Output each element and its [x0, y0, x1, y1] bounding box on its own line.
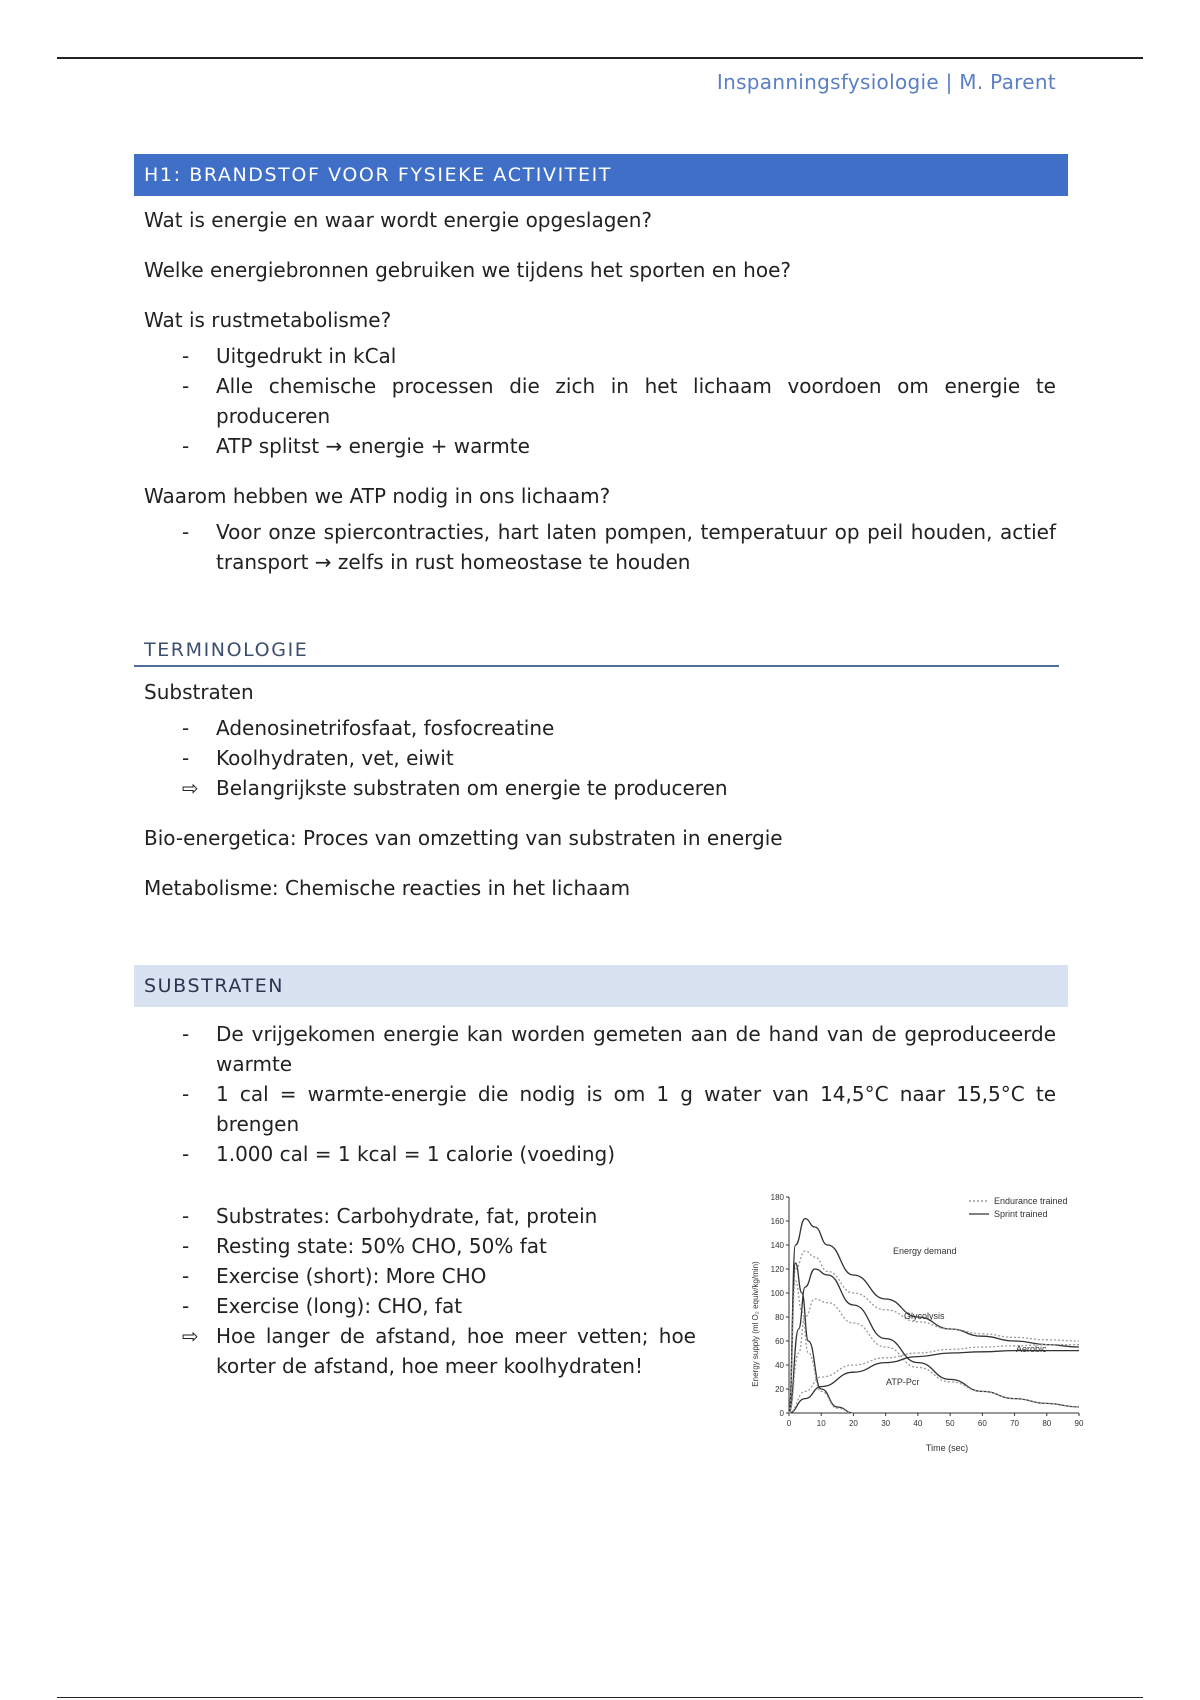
- series-line-atp-pcr-sprint: [789, 1263, 853, 1413]
- x-tick-label: 90: [1074, 1419, 1084, 1428]
- list-item: ⇨ Belangrijkste substraten om energie te produceren: [134, 773, 1056, 803]
- dash-bullet: -: [182, 1142, 190, 1166]
- top-rule: [57, 57, 1143, 59]
- dash-bullet: -: [182, 1022, 190, 1046]
- x-tick-label: 20: [848, 1419, 858, 1428]
- y-tick-label: 0: [779, 1409, 784, 1418]
- dash-bullet: -: [182, 434, 190, 458]
- annotation-glycolysis: Glycolysis: [904, 1311, 945, 1321]
- bio-energetica-definition: Bio-energetica: Proces van omzetting van substraten in energie: [144, 826, 783, 850]
- energie-list: [134, 1019, 1068, 1169]
- dash-bullet: -: [182, 1294, 190, 1318]
- atp-list: [134, 517, 1068, 577]
- series-line-energy-demand-endurance: [789, 1251, 1079, 1413]
- list-item: - Adenosinetrifosfaat, fosfocreatine: [134, 713, 1056, 743]
- annotation-aerobic: Aerobic: [1016, 1344, 1047, 1354]
- y-tick-label: 100: [770, 1289, 784, 1298]
- section-heading-substraten: SUBSTRATEN: [134, 965, 1068, 1007]
- y-tick-label: 80: [775, 1313, 784, 1322]
- list-item: - Voor onze spiercontracties, hart laten pompen, temperatuur op peil houden, actief transport → zelfs in rust homeostase te houden: [134, 517, 1056, 577]
- running-title: Inspanningsfysiologie | M. Parent: [716, 70, 1056, 94]
- y-tick-label: 180: [770, 1193, 784, 1202]
- metabolisme-definition: Metabolisme: Chemische reacties in het lichaam: [144, 876, 631, 900]
- x-tick-label: 80: [1042, 1419, 1052, 1428]
- substraten-label: Substraten: [144, 680, 254, 704]
- list-item: - Koolhydraten, vet, eiwit: [134, 743, 1056, 773]
- dash-bullet: -: [182, 1234, 190, 1258]
- list-item: - De vrijgekomen energie kan worden gemeten aan de hand van de geproduceerde warmte: [134, 1019, 1056, 1079]
- dash-bullet: -: [182, 344, 190, 368]
- y-tick-label: 60: [775, 1337, 784, 1346]
- list-item: ⇨ Hoe langer de afstand, hoe meer vetten; hoe korter de afstand, hoe meer koolhydraten!: [134, 1321, 696, 1381]
- x-tick-label: 50: [945, 1419, 955, 1428]
- dash-bullet: -: [182, 374, 190, 398]
- section-heading-brandstof: H1: BRANDSTOF VOOR FYSIEKE ACTIVITEIT: [134, 154, 1068, 196]
- list-item: - 1.000 cal = 1 kcal = 1 calorie (voeding): [134, 1139, 1056, 1169]
- list-item: - Exercise (short): More CHO: [134, 1261, 696, 1291]
- list-item: - 1 cal = warmte-energie die nodig is om 1 g water van 14,5°C naar 15,5°C te brengen: [134, 1079, 1056, 1139]
- x-tick-label: 40: [913, 1419, 923, 1428]
- x-tick-label: 30: [881, 1419, 891, 1428]
- question-energiebronnen: Welke energiebronnen gebruiken we tijdens het sporten en hoe?: [144, 258, 792, 282]
- bottom-rule: [57, 1697, 1143, 1698]
- series-line-atp-pcr-endurance: [789, 1281, 853, 1413]
- legend-sprint: Sprint trained: [994, 1209, 1048, 1219]
- annotation-energy-demand: Energy demand: [893, 1246, 957, 1256]
- chart-y-label: Energy supply (ml O₂ equiv/kg/min): [751, 1261, 760, 1387]
- dash-bullet: -: [182, 520, 190, 544]
- x-tick-label: 10: [816, 1419, 826, 1428]
- section-heading-terminologie: TERMINOLOGIE: [134, 639, 1059, 667]
- question-atp: Waarom hebben we ATP nodig in ons lichaam?: [144, 484, 611, 508]
- x-tick-label: 0: [786, 1419, 792, 1428]
- arrow-bullet-icon: ⇨: [182, 776, 199, 800]
- substraten-list: [134, 713, 1068, 803]
- x-tick-label: 70: [1010, 1419, 1020, 1428]
- annotation-atp-pcr: ATP-Pcr: [886, 1377, 920, 1387]
- list-item: - Substrates: Carbohydrate, fat, protein: [134, 1201, 696, 1231]
- list-item: - Resting state: 50% CHO, 50% fat: [134, 1231, 696, 1261]
- y-tick-label: 20: [775, 1385, 784, 1394]
- y-tick-label: 160: [770, 1217, 784, 1226]
- list-item: - ATP splitst → energie + warmte: [134, 431, 1056, 461]
- list-item: - Exercise (long): CHO, fat: [134, 1291, 696, 1321]
- y-tick-label: 120: [770, 1265, 784, 1274]
- substrates-with-chart: [134, 1189, 1084, 1479]
- question-energie: Wat is energie en waar wordt energie opgeslagen?: [144, 208, 653, 232]
- dash-bullet: -: [182, 1204, 190, 1228]
- y-tick-label: 40: [775, 1361, 784, 1370]
- dash-bullet: -: [182, 716, 190, 740]
- energy-supply-chart: [744, 1189, 1094, 1459]
- page-content: [134, 154, 1084, 1479]
- dash-bullet: -: [182, 1082, 190, 1106]
- arrow-bullet-icon: ⇨: [182, 1324, 199, 1348]
- dash-bullet: -: [182, 1264, 190, 1288]
- dash-bullet: -: [182, 746, 190, 770]
- y-tick-label: 140: [770, 1241, 784, 1250]
- question-rustmetabolisme: Wat is rustmetabolisme?: [144, 308, 392, 332]
- x-tick-label: 60: [977, 1419, 987, 1428]
- legend-endurance: Endurance trained: [994, 1196, 1068, 1206]
- list-item: - Uitgedrukt in kCal: [134, 341, 1056, 371]
- chart-x-label: Time (sec): [925, 1443, 969, 1453]
- list-item: - Alle chemische processen die zich in het lichaam voordoen om energie te produceren: [134, 371, 1056, 431]
- series-line-glycolysis-sprint: [789, 1269, 1079, 1413]
- rustmetabolisme-list: [134, 341, 1068, 461]
